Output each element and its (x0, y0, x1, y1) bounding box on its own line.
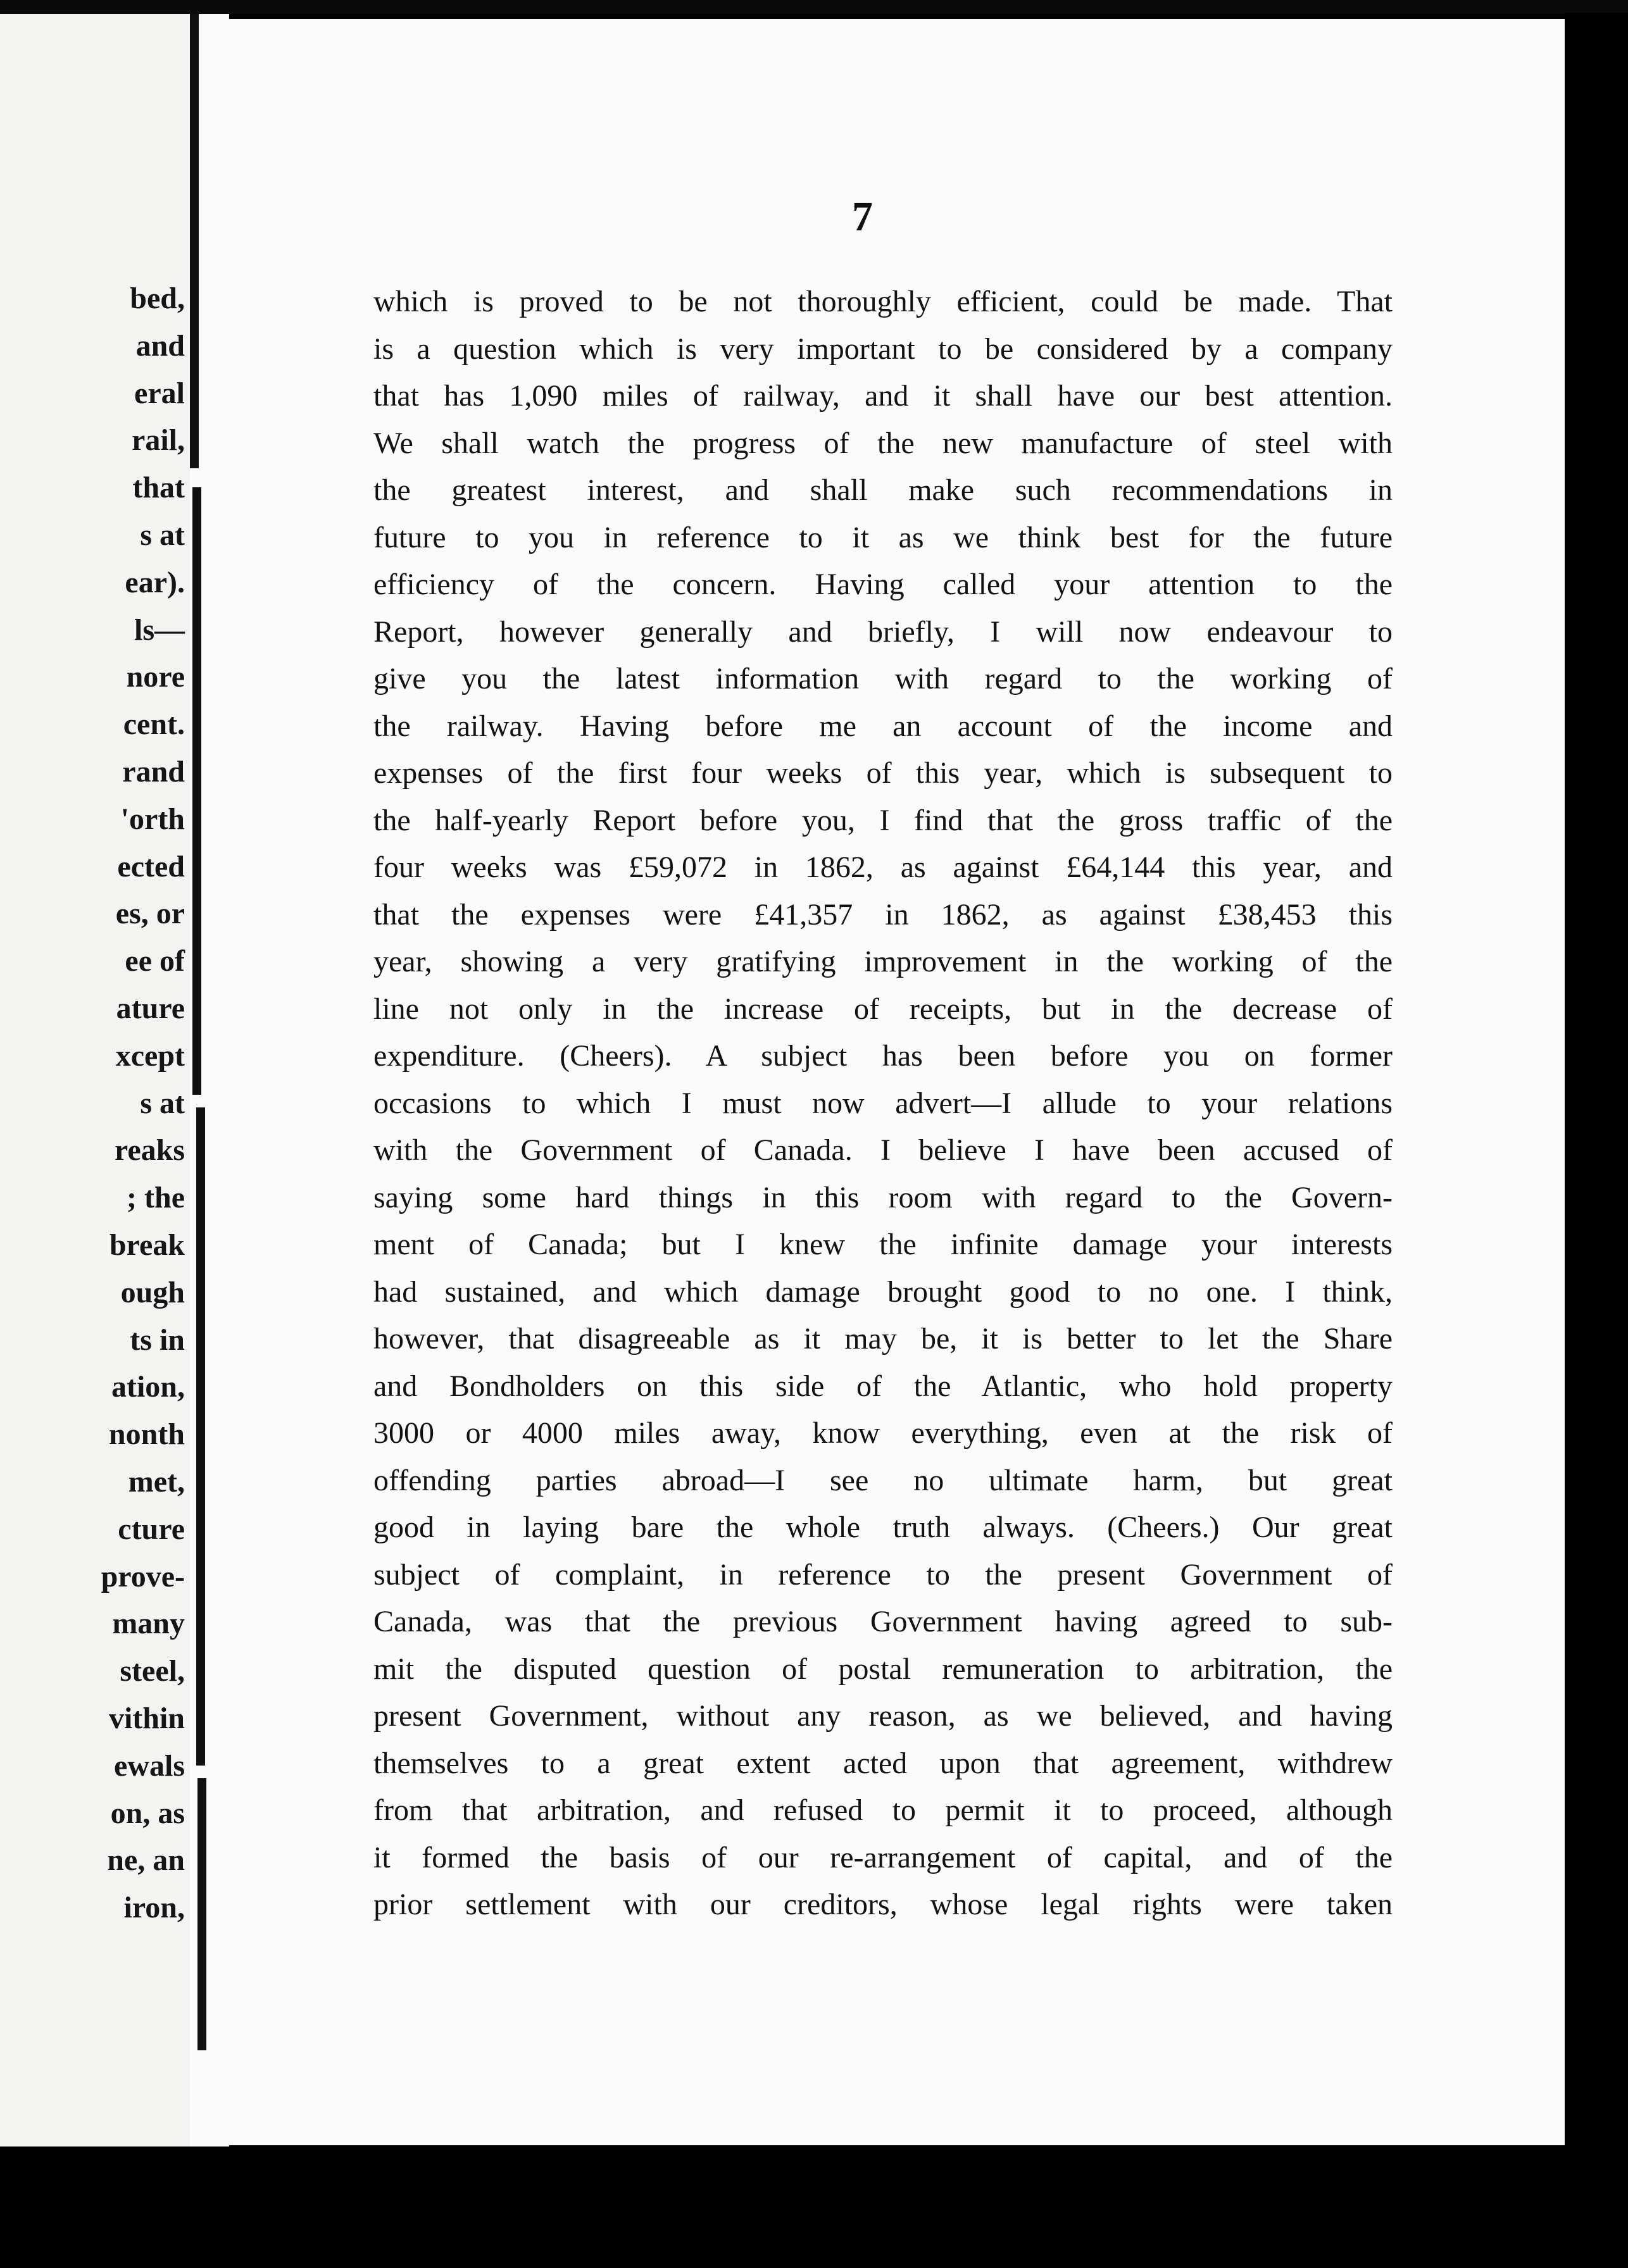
text-line: give you the latest information with regard to the working of (373, 662, 1393, 695)
text-line: which is proved to be not thoroughly efficient, could be made. That (373, 285, 1393, 318)
left-page-fragment-line: prove- (101, 1559, 185, 1593)
left-page-fragment-line: many (112, 1607, 185, 1641)
text-line: Report, however generally and briefly, I will now endeavour to (373, 614, 1393, 649)
left-page-fragment-line: es, or (115, 897, 185, 931)
left-page-fragment-line: 'orth (120, 802, 185, 836)
binding-bar-segment (190, 14, 199, 468)
text-line: that has 1,090 miles of railway, and it shall have our best attention. (373, 379, 1393, 413)
left-page-fragment-line: ; the (127, 1181, 185, 1215)
left-page-fragment-line: ature (116, 992, 185, 1025)
left-page-fragment-line: s at (140, 1086, 185, 1120)
text-line: present Government, without any reason, as we believed, and having (373, 1699, 1393, 1733)
text-line: ment of Canada; but I knew the infinite damage your interests (373, 1228, 1393, 1261)
left-page-fragment-line: that (132, 471, 185, 505)
left-page-fragment-line: xcept (115, 1038, 185, 1073)
page-number: 7 (852, 194, 873, 240)
text-line: good in laying bare the whole truth always. (Cheers.) Our great (373, 1511, 1393, 1544)
binding-bar-segment (192, 487, 201, 1095)
text-line: Canada, was that the previous Government having agreed to sub- (373, 1605, 1393, 1638)
text-line: four weeks was £59,072 in 1862, as against £64,144 this year, and (373, 850, 1393, 884)
text-line: offending parties abroad—I see no ultimate harm, but great (373, 1463, 1393, 1497)
left-page-fragment-line: bed, (130, 282, 185, 315)
left-page-fragment-line: ts in (130, 1323, 185, 1357)
text-line: subject of complaint, in reference to the present Government of (373, 1557, 1393, 1592)
left-page-fragment-line: ne, an (107, 1843, 185, 1878)
left-page-fragment-line: steel, (120, 1654, 185, 1688)
left-page-fragment-line: cent. (123, 707, 185, 742)
text-line: the railway. Having before me an account of the income and (373, 709, 1393, 743)
text-line: the half-yearly Report before you, I find that the gross traffic of the (373, 803, 1393, 837)
left-page-fragment-line: rand (122, 755, 185, 788)
text-line: line not only in the increase of receipts, but in the decrease of (373, 992, 1393, 1026)
left-page-fragment-line: s at (140, 518, 185, 552)
left-page-fragment-line: nore (126, 660, 185, 694)
text-line: efficiency of the concern. Having called your attention to the (373, 568, 1393, 601)
binding-bar-segment (197, 1778, 206, 2050)
left-page-fragment (0, 14, 190, 2146)
left-page-fragment-line: nonth (108, 1418, 185, 1452)
left-page-fragment-line: break (109, 1228, 185, 1262)
scan-right-edge (1565, 13, 1628, 2146)
text-line: the greatest interest, and shall make such recommendations in (373, 473, 1393, 507)
text-line: it formed the basis of our re-arrangement of capital, and of the (373, 1840, 1393, 1874)
text-line: occasions to which I must now advert—I allude to your relations (373, 1086, 1393, 1120)
scan-bottom-edge (0, 2146, 1628, 2268)
text-line: year, showing a very gratifying improvement in the working of the (373, 945, 1393, 978)
left-page-fragment-line: vithin (108, 1702, 185, 1735)
left-page-fragment-line: ected (117, 849, 185, 883)
left-page-fragment-line: and (135, 328, 185, 363)
text-line: saying some hard things in this room with regard to the Govern- (373, 1180, 1393, 1214)
text-line: expenditure. (Cheers). A subject has been before you on former (373, 1039, 1393, 1073)
left-page-fragment-line: ewals (114, 1748, 185, 1783)
text-line: had sustained, and which damage brought good to no one. I think, (373, 1274, 1393, 1309)
text-line: prior settlement with our creditors, whose legal rights were taken (373, 1888, 1393, 1921)
left-page-fragment-line: reaks (114, 1133, 185, 1168)
left-page-fragment-line: cture (118, 1512, 185, 1546)
text-line: and Bondholders on this side of the Atlantic, who hold property (373, 1369, 1393, 1403)
left-page-fragment-line: met, (128, 1465, 185, 1498)
text-line: however, that disagreeable as it may be, it is better to let the Share (373, 1322, 1393, 1355)
text-line: We shall watch the progress of the new manufacture of steel with (373, 426, 1393, 460)
left-page-fragment-line: ation, (111, 1370, 185, 1404)
left-page-fragment-line: ee of (125, 944, 185, 978)
left-page-fragment-line: rail, (132, 423, 185, 458)
text-line: themselves to a great extent acted upon that agreement, withdrew (373, 1746, 1393, 1780)
left-page-fragment-line: eral (134, 376, 185, 410)
left-page-fragment-line: on, as (110, 1796, 185, 1830)
text-line: from that arbitration, and refused to permit it to proceed, although (373, 1793, 1393, 1827)
body-text (373, 278, 1393, 1929)
scan-top-edge (0, 0, 1628, 14)
binding-bar-segment (196, 1107, 205, 1766)
text-line: expenses of the first four weeks of this year, which is subsequent to (373, 756, 1393, 790)
text-line: that the expenses were £41,357 in 1862, as against £38,453 this (373, 897, 1393, 932)
text-line: with the Government of Canada. I believe I have been accused of (373, 1133, 1393, 1167)
text-line: is a question which is very important to be considered by a company (373, 332, 1393, 366)
left-page-fragment-line: ls— (134, 613, 185, 647)
left-page-fragment-line: ear). (125, 565, 185, 599)
text-line: mit the disputed question of postal remuneration to arbitration, the (373, 1652, 1393, 1686)
text-line: 3000 or 4000 miles away, know everything, even at the risk of (373, 1416, 1393, 1450)
left-page-fragment-line: ough (120, 1275, 185, 1309)
left-page-fragment-line: iron, (123, 1891, 185, 1925)
text-line: future to you in reference to it as we think best for the future (373, 520, 1393, 554)
